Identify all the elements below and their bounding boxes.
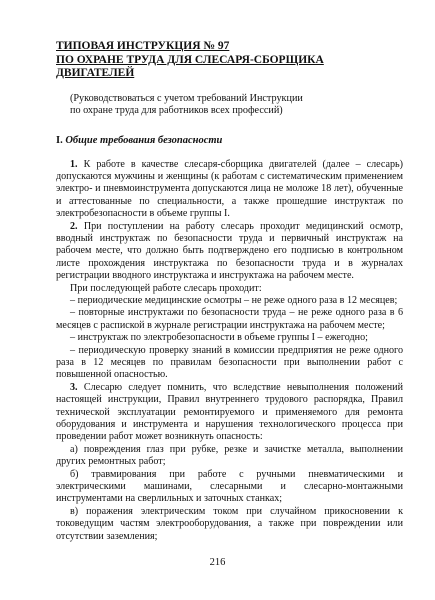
paragraph-text: – периодическую проверку знаний в комиссии предприятия не реже одного раза в 12 месяцев по правилам безопасности при выполнении работ с повышенной опасностью. [56, 344, 403, 381]
instruction-title [56, 40, 403, 81]
paragraph-text: – инструктаж по электробезопасности в объеме группы I – ежегодно; [70, 332, 368, 344]
paragraph-number: 2. [70, 220, 78, 232]
paragraph-text: – повторные инструктажи по безопасности труда – не реже одного раза в 6 месяцев с распиской в журнале регистрации инструктажа на рабочем месте; [56, 307, 403, 331]
paragraph [56, 283, 403, 295]
title-line: ДВИГАТЕЛЕЙ [56, 67, 135, 79]
paragraph-text: – периодические медицинские осмотры – не реже одного раза в 12 месяцев; [70, 294, 398, 306]
list-item [56, 332, 403, 344]
list-item [56, 307, 403, 332]
list-item [56, 295, 403, 307]
instruction-subtitle [70, 93, 403, 118]
paragraph [56, 221, 403, 283]
title-line: ПО ОХРАНЕ ТРУДА ДЛЯ СЛЕСАРЯ-СБОРЩИКА [56, 53, 324, 66]
paragraph-number: 3. [70, 381, 78, 393]
list-item [56, 444, 403, 469]
paragraph-text: б) травмирования при работе с ручными пневматическими и электрическими машинами, слесарными и слесарно-монтажными инструментами на сверлильных и заточных станках; [56, 468, 403, 505]
paragraph-number: 1. [70, 158, 78, 170]
paragraph [56, 159, 403, 221]
paragraph-text: в) поражения электрическим током при случайном прикосновении к токоведущим частям электрооборудования, а также при повреждении или отсутствии заземления; [56, 505, 403, 542]
list-item [56, 506, 403, 543]
paragraph-text: Слесарю следует помнить, что вследствие невыполнения положений настоящей инструкции, Правил внутреннего трудового распорядка, Правил технической эксплуатации ремонтируемого и применяемого для ремонта оборудования и инструмента и нарушения технологического процесса при проведении работ может возникнуть опасность: [56, 381, 403, 443]
paragraph [56, 382, 403, 444]
subtitle-line: (Руководствоваться с учетом требований Инструкции [70, 92, 303, 104]
paragraph-text: а) повреждения глаз при рубке, резке и зачистке металла, выполнении других ремонтных работ; [56, 443, 403, 468]
subtitle-line: по охране труда для работников всех профессий) [70, 105, 283, 116]
page-number: 216 [209, 557, 226, 568]
list-item [56, 345, 403, 382]
section-title: Общие требования безопасности [65, 134, 223, 146]
paragraph-text: К работе в качестве слесаря-сборщика двигателей (далее – слесарь) допускаются мужчины и женщины (к работам с систематическим применением электро- и пневмоинструмента допускаются лица не моложе 18 лет), обученные и аттестованные по специальности, а также прошедшие инструктаж по электробезопасности в объеме группы I. [56, 158, 403, 220]
paragraph-text: При поступлении на работу слесарь проходит медицинский осмотр, вводный инструктаж по безопасности труда и первичный инструктаж на рабочем месте, что должно быть подтверждено его подписью в контрольном листе прохождения инструктажа по безопасности труда и в журналах регистрации вводного инструктажа и инструктажа на рабочем месте. [56, 220, 403, 282]
title-line: ТИПОВАЯ ИНСТРУКЦИЯ № 97 [56, 40, 230, 52]
document-body [56, 159, 403, 544]
section-number: I. [56, 134, 63, 146]
paragraph-text: При последующей работе слесарь проходит: [70, 282, 262, 294]
list-item [56, 469, 403, 506]
section-heading [56, 134, 403, 147]
